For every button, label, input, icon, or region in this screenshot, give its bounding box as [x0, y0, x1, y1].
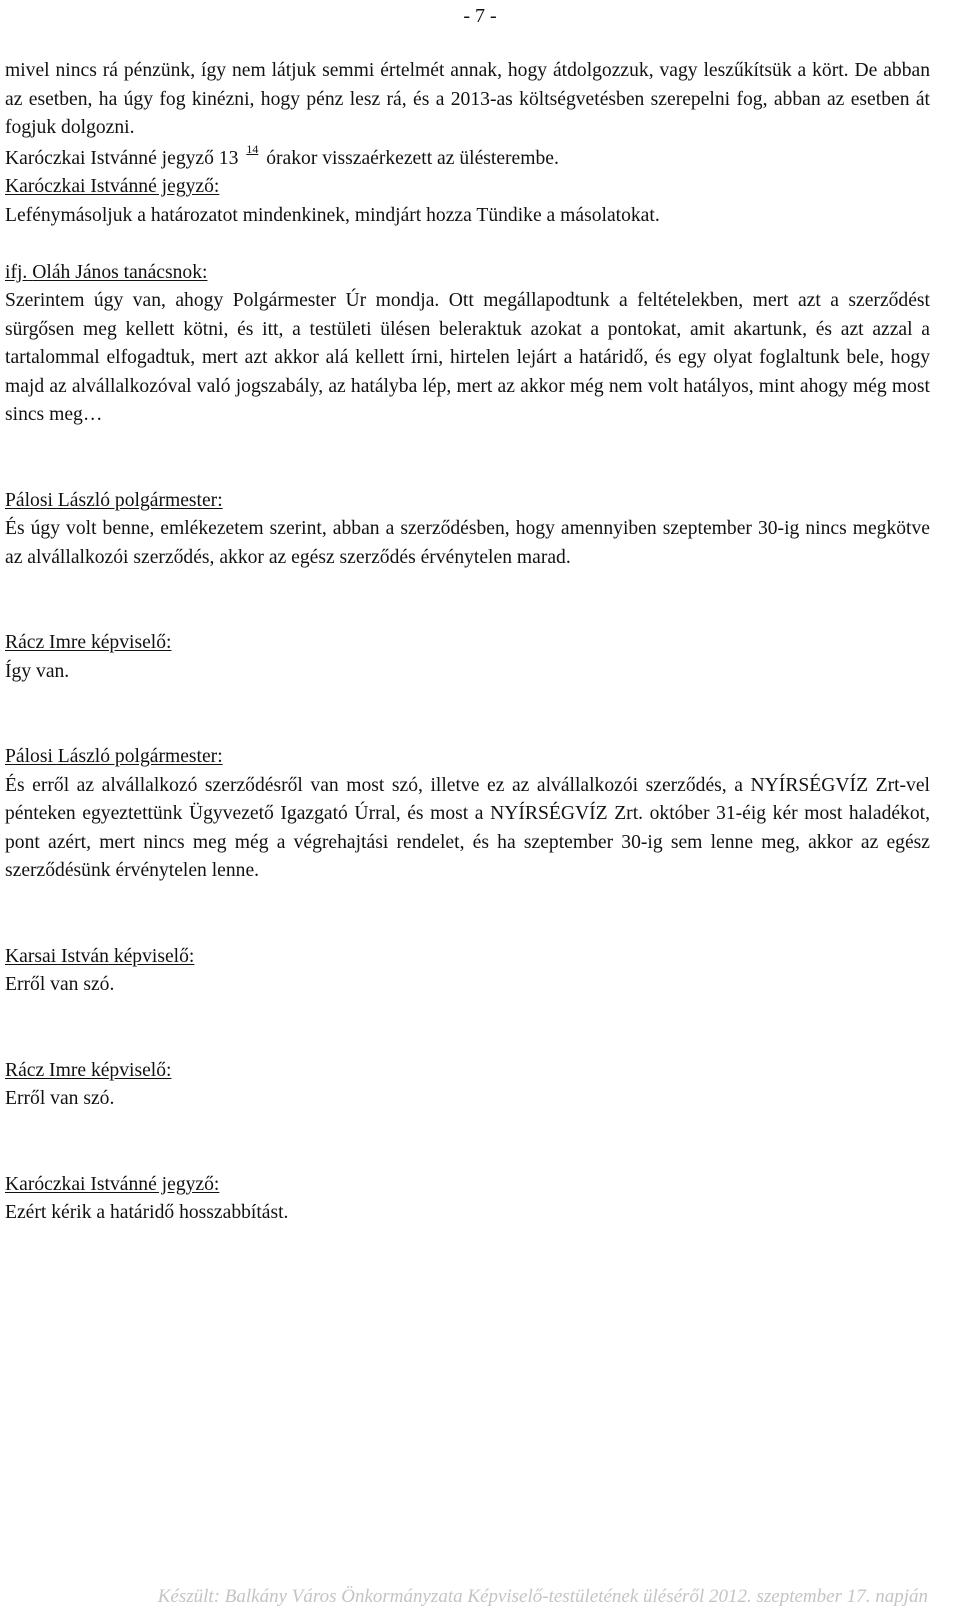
speaker-name	[5, 259, 930, 288]
speech-block	[5, 1171, 930, 1228]
speech-text: Lefénymásoljuk a határozatot mindenkinek, mindjárt hozza Tündike a másolatokat.	[5, 204, 660, 226]
arrival-note-rest: órakor visszaérkezett az ülésterembe.	[266, 147, 559, 169]
speech-block	[5, 259, 930, 430]
speaker-name: Karsai István képviselő:	[5, 945, 195, 967]
speaker-name: Pálosi László polgármester:	[5, 746, 223, 767]
speaker-prefix: ifj.	[5, 261, 28, 283]
speech-text: Erről van szó.	[5, 974, 115, 995]
speaker-name: Rácz Imre képviselő:	[5, 632, 172, 653]
speech-text: És erről az alvállalkozó szerződésről van most szó, illetve ez az alvállalkozói szerződés, a NYÍRSÉGVÍZ Zrt-vel pénteken egyeztettünk Ügyvezető Igazgató Úrral, és most a NYÍRSÉGVÍZ Zrt. október 31-éig kér most haladékot, pont azért, mert nincs meg még a végrehajtási rendelet, és ha szeptember 30-ig sem lenne meg, akkor az egész szerződésünk érvénytelen lenne.	[5, 774, 930, 881]
speaker-name: Karóczkai Istvánné jegyző:	[5, 1173, 220, 1195]
speech-block	[5, 629, 930, 686]
speaker-name: Rácz Imre képviselő:	[5, 1059, 172, 1081]
speaker-name: Pálosi László polgármester:	[5, 489, 223, 511]
speech-block	[5, 173, 930, 230]
arrival-time-superscript: 14	[246, 141, 259, 156]
speech-block	[5, 943, 930, 1000]
document-body	[5, 57, 930, 1256]
page-footer: Készült: Balkány Város Önkormányzata Képviselő-testületének üléséről 2012. szeptember 17. napján	[157, 1586, 928, 1607]
speaker-title: Oláh János tanácsnok:	[32, 261, 208, 283]
speech-block	[5, 1057, 930, 1114]
arrival-note-text: Karóczkai Istvánné jegyző 13	[5, 147, 239, 169]
arrival-note	[5, 143, 930, 174]
speech-block	[5, 487, 930, 573]
speaker-name: Karóczkai Istvánné jegyző:	[5, 176, 220, 197]
speech-text: Erről van szó.	[5, 1088, 115, 1109]
speech-block	[5, 743, 930, 886]
intro-paragraph: mivel nincs rá pénzünk, így nem látjuk semmi értelmét annak, hogy átdolgozzuk, vagy leszűkítsük a kört. De abban az esetben, ha úgy fog kinézni, hogy pénz lesz rá, és a 2013-as költségvetésben szerepelni fog, abban az esetben át fogjuk dolgozni.	[5, 60, 930, 138]
speech-text: És úgy volt benne, emlékezetem szerint, abban a szerződésben, hogy amennyiben szeptember 30-ig nincs megkötve az alvállalkozói szerződés, akkor az egész szerződés érvénytelen marad.	[5, 518, 930, 568]
page-number: - 7 -	[463, 5, 497, 27]
speech-text: Ezért kérik a határidő hosszabbítást.	[5, 1202, 289, 1223]
speech-text: Így van.	[5, 660, 70, 682]
speech-text: Szerintem úgy van, ahogy Polgármester Úr mondja. Ott megállapodtunk a feltételekben, mert azt a szerződést sürgősen meg kellett kötni, és itt, a testületi ülésen beleraktuk azokat a pontokat, amit akartunk, és azt azzal a tartalommal elfogadtuk, mert azt akkor alá kellett írni, hirtelen lejárt a határidő, és egy olyat foglaltunk bele, hogy majd az alvállalkozóval való jogszabály, az hatályba lép, mert az akkor még nem volt hatályos, mint ahogy még most sincs meg…	[5, 290, 930, 425]
